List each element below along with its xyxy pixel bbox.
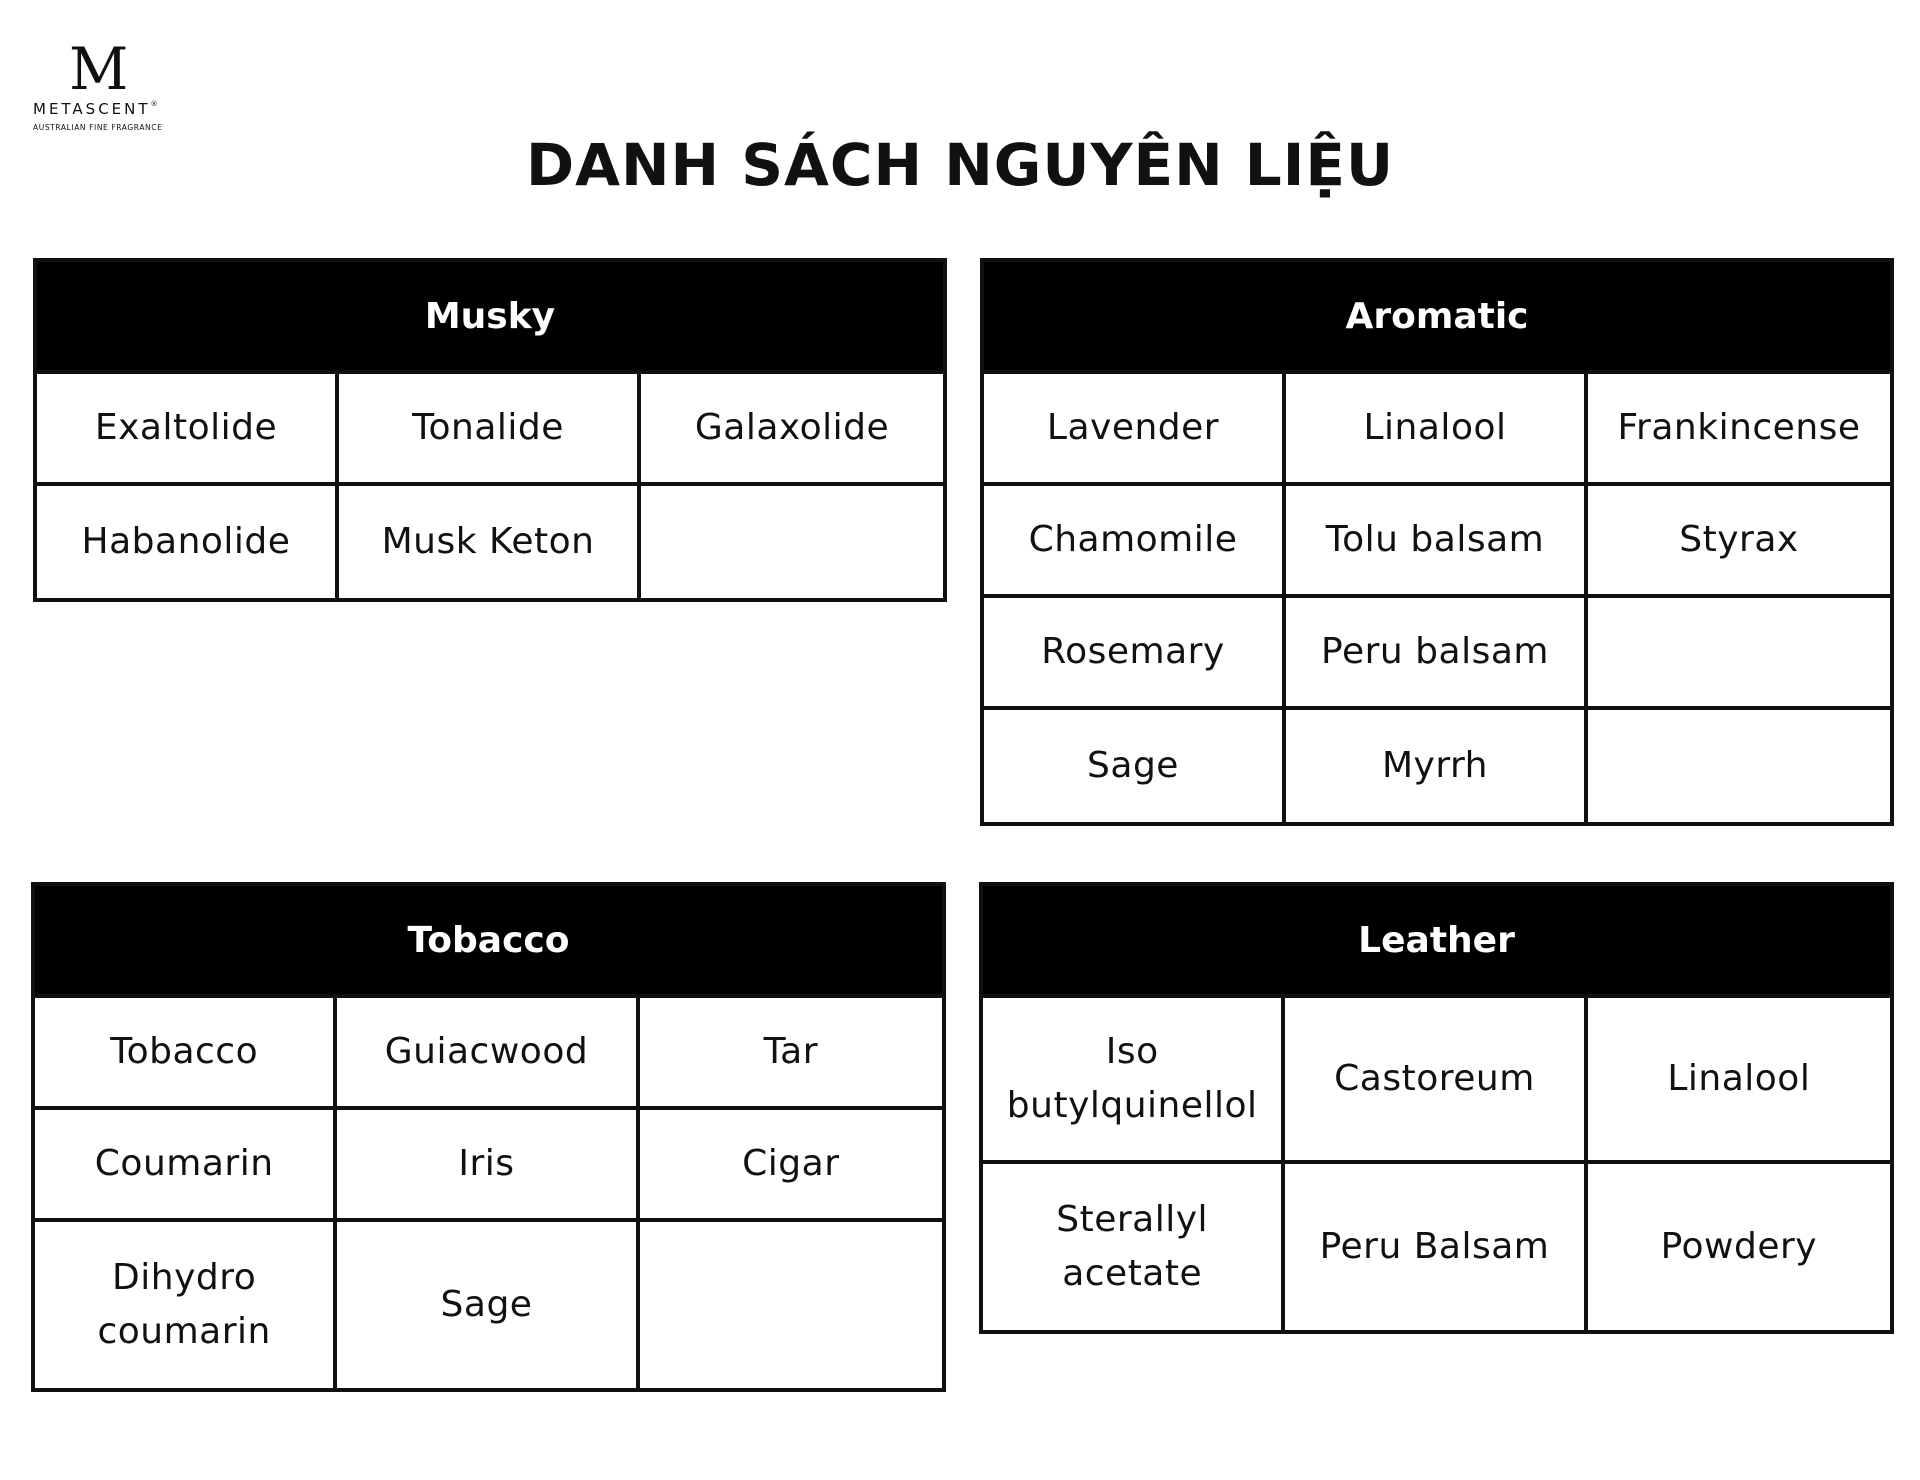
table-cell: Dihydro coumarin bbox=[35, 1222, 337, 1388]
logo-tagline: AUSTRALIAN FINE FRAGRANCE bbox=[33, 123, 163, 132]
table-cell: Lavender bbox=[984, 374, 1286, 486]
aromatic-table bbox=[980, 258, 1894, 826]
table-cell: Tonalide bbox=[339, 374, 641, 486]
tobacco-table bbox=[31, 882, 946, 1392]
table-cell: Sterallyl acetate bbox=[983, 1164, 1285, 1330]
table-cell: Galaxolide bbox=[641, 374, 943, 486]
table-cell: Habanolide bbox=[37, 486, 339, 598]
tobacco-table-grid bbox=[35, 998, 942, 1388]
table-cell: Myrrh bbox=[1286, 710, 1588, 822]
table-cell: Guiacwood bbox=[337, 998, 639, 1110]
leather-table-grid bbox=[983, 998, 1890, 1330]
musky-table-grid bbox=[37, 374, 943, 598]
leather-table bbox=[979, 882, 1894, 1334]
table-cell: Iso butylquinellol bbox=[983, 998, 1285, 1164]
page-title: DANH SÁCH NGUYÊN LIỆU bbox=[525, 131, 1395, 199]
table-cell: Frankincense bbox=[1588, 374, 1890, 486]
table-cell: Tolu balsam bbox=[1286, 486, 1588, 598]
table-cell: Styrax bbox=[1588, 486, 1890, 598]
table-cell: Rosemary bbox=[984, 598, 1286, 710]
table-cell: Exaltolide bbox=[37, 374, 339, 486]
table-cell: Linalool bbox=[1588, 998, 1890, 1164]
table-cell: Iris bbox=[337, 1110, 639, 1222]
table-cell: Sage bbox=[984, 710, 1286, 822]
logo-brand-name bbox=[33, 100, 158, 118]
table-cell: Linalool bbox=[1286, 374, 1588, 486]
table-cell-empty bbox=[1588, 710, 1890, 822]
table-cell: Tobacco bbox=[35, 998, 337, 1110]
table-cell: Castoreum bbox=[1285, 998, 1587, 1164]
tobacco-table-header: Tobacco bbox=[35, 886, 942, 998]
musky-table-header: Musky bbox=[37, 262, 943, 374]
leather-table-header: Leather bbox=[983, 886, 1890, 998]
table-cell-empty bbox=[641, 486, 943, 598]
table-cell: Musk Keton bbox=[339, 486, 641, 598]
table-cell: Coumarin bbox=[35, 1110, 337, 1222]
table-cell: Peru Balsam bbox=[1285, 1164, 1587, 1330]
table-cell: Cigar bbox=[640, 1110, 942, 1222]
table-cell: Peru balsam bbox=[1286, 598, 1588, 710]
aromatic-table-grid bbox=[984, 374, 1890, 822]
table-cell-empty bbox=[1588, 598, 1890, 710]
table-cell: Powdery bbox=[1660, 1226, 1818, 1267]
logo-mark: M bbox=[69, 35, 129, 103]
table-cell: Chamomile bbox=[984, 486, 1286, 598]
aromatic-table-header: Aromatic bbox=[984, 262, 1890, 374]
table-cell: Sage bbox=[337, 1222, 639, 1388]
musky-table bbox=[33, 258, 947, 602]
table-cell-empty bbox=[640, 1222, 942, 1388]
logo-brand-text: METASCENT bbox=[33, 100, 151, 118]
table-cell: Tar bbox=[640, 998, 942, 1110]
registered-mark: ® bbox=[150, 100, 158, 108]
